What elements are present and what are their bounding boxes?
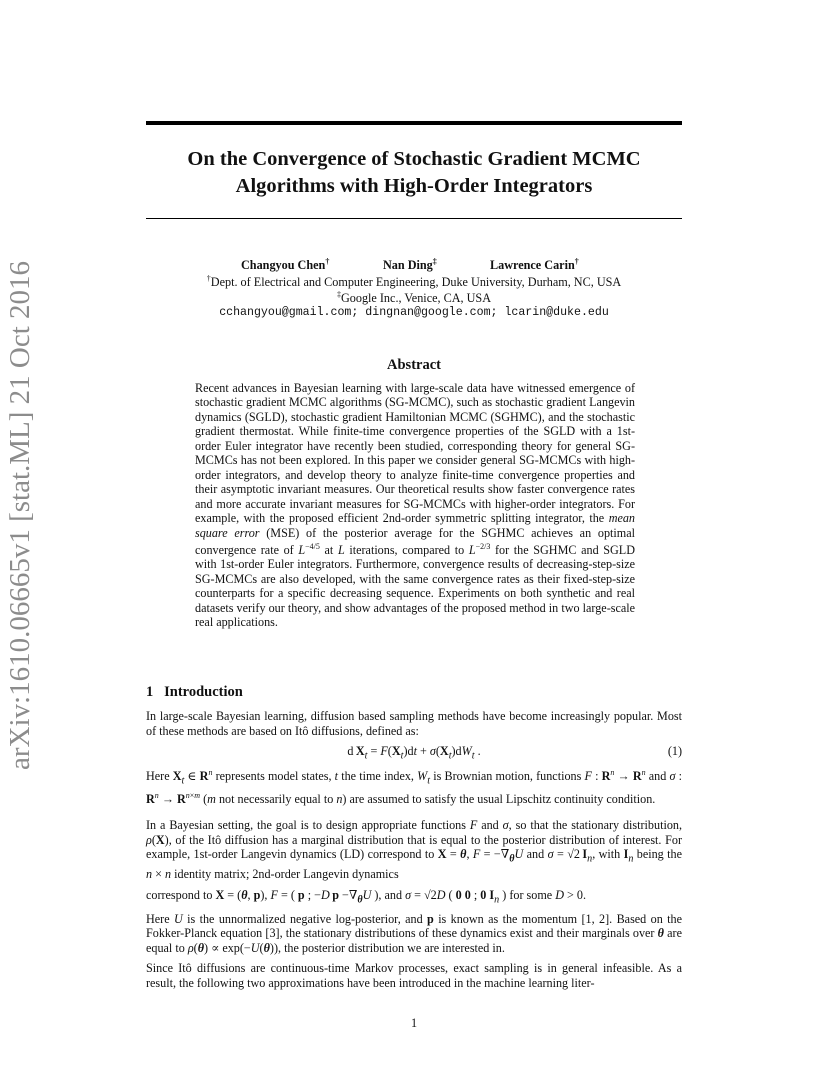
intro-paragraph-4: Since Itô diffusions are continuous-time Markov processes, exact sampling is in general infeasible. As a result, the following two approximations have been introduced in the machine learning liter- [146,961,682,990]
equation-1-number: (1) [667,744,682,758]
intro-paragraph-1: In large-scale Bayesian learning, diffusion based sampling methods have become increasingly popular. Most of these methods are based on Itô diffusions, defined as: [146,709,682,738]
author-3: Lawrence Carin† [490,257,579,273]
title-line-2: Algorithms with High-Order Integrators [235,175,593,197]
section-heading: 1 Introduction [146,684,243,700]
page-number: 1 [410,1016,418,1030]
abstract-heading: Abstract [387,357,441,373]
title-bottom-rule [146,218,682,219]
title-line-1: On the Convergence of Stochastic Gradient MCMC [187,148,641,170]
paper-title [146,146,682,200]
author-1: Changyou Chen† [241,257,330,273]
arxiv-side-label: arXiv:1610.06665v1 [stat.ML] 21 Oct 2016 [4,260,36,770]
email-list: cchangyou@gmail.com; dingnan@google.com; lcarin@duke.edu [219,306,609,319]
citation-3[interactable]: [3] [265,926,280,941]
equation-1: d $X_t = F(X_t)dt + \sigma(X_t)dW_t$ . (1) [347,744,682,762]
intro-paragraph-2: Here $X_t$ ∈ $R^n$ represents model states, t the time index, $W_t$ is Brownian motion, functions F : $R^n \to R^n$ and σ : $R^n \to R^{n\times m}$ (m not necessarily equal to n) are assumed to satisfy the usual Lipschitz continuity condition. [146,768,683,807]
author-2: Nan Ding‡ [383,257,437,273]
affiliation-1: †Dept. of Electrical and Computer Engineering, Duke University, Durham, NC, USA [206,274,622,290]
abstract-body: Recent advances in Bayesian learning with large-scale data have witnessed emergence of stochastic gradient MCMC algorithms (SG-MCMC), such as stochastic gradient Langevin dynamics (SGLD), stochastic gradient Hamiltonian MCMC (SGHMC), and the stochastic gradient thermostat. While finite-time convergence properties of the SGLD with a 1st-order Euler integrator have recently been studied, corresponding theory for general SG-MCMCs has not been explored. In this paper we consider general SG-MCMCs with high-order integrators, and develop theory to analyze finite-time convergence properties and their asymptotic invariant measures. Our theoretical results show faster convergence rates and more accurate invariant measures for SG-MCMCs with higher-order integrators. For example, with the proposed efficient 2nd-order symmetric splitting integrator, the mean square error (MSE) of the posterior average for the SGHMC achieves an optimal convergence rate of $L^{-4/5}$ at L iterations, compared to $L^{-2/3}$ for the SGHMC and SGLD with 1st-order Euler integrators. Furthermore, convergence results of decreasing-step-size SG-MCMCs are also developed, with the same convergence rates as their fixed-step-size counterparts for a specific decreasing sequence. Experiments on both synthetic and real datasets verify our theory, and show advantages of the proposed method in two large-scale real applications. [195,381,635,630]
citation-1-2[interactable]: [1, 2] [581,911,610,926]
intro-paragraph-3: In a Bayesian setting, the goal is to design appropriate functions F and σ, so that the stationary distribution, ρ(X), of the Itô diffusion has a marginal distribution that is equal to the posterior distribution of interest. For example, 1st-order Langevin dynamics (LD) correspond to X = θ, $F = -\nabla_\theta U$ and σ = √2 $I_n$, with $I_n$ being the n × n identity matrix; 2nd-order Langevin dynamics correspond to X = (θ, p), F = ( p ; −D $p -\nabla_\theta U$ ), and σ = √2D ( 0 0 ; 0 $I_n$ ) for some D > 0. Here U is the unnormalized negative log-posterior, and p is known as the momentum [1, 2]. Based on the Fokker-Planck equation [3], the stationary distributions of these dynamics exist and their marginals over θ are equal to ρ(θ) ∝ exp(−U(θ)), the posterior distribution we are interested in. [146,818,682,955]
affiliation-2: ‡Google Inc., Venice, CA, USA [336,290,492,306]
top-rule [146,121,682,125]
